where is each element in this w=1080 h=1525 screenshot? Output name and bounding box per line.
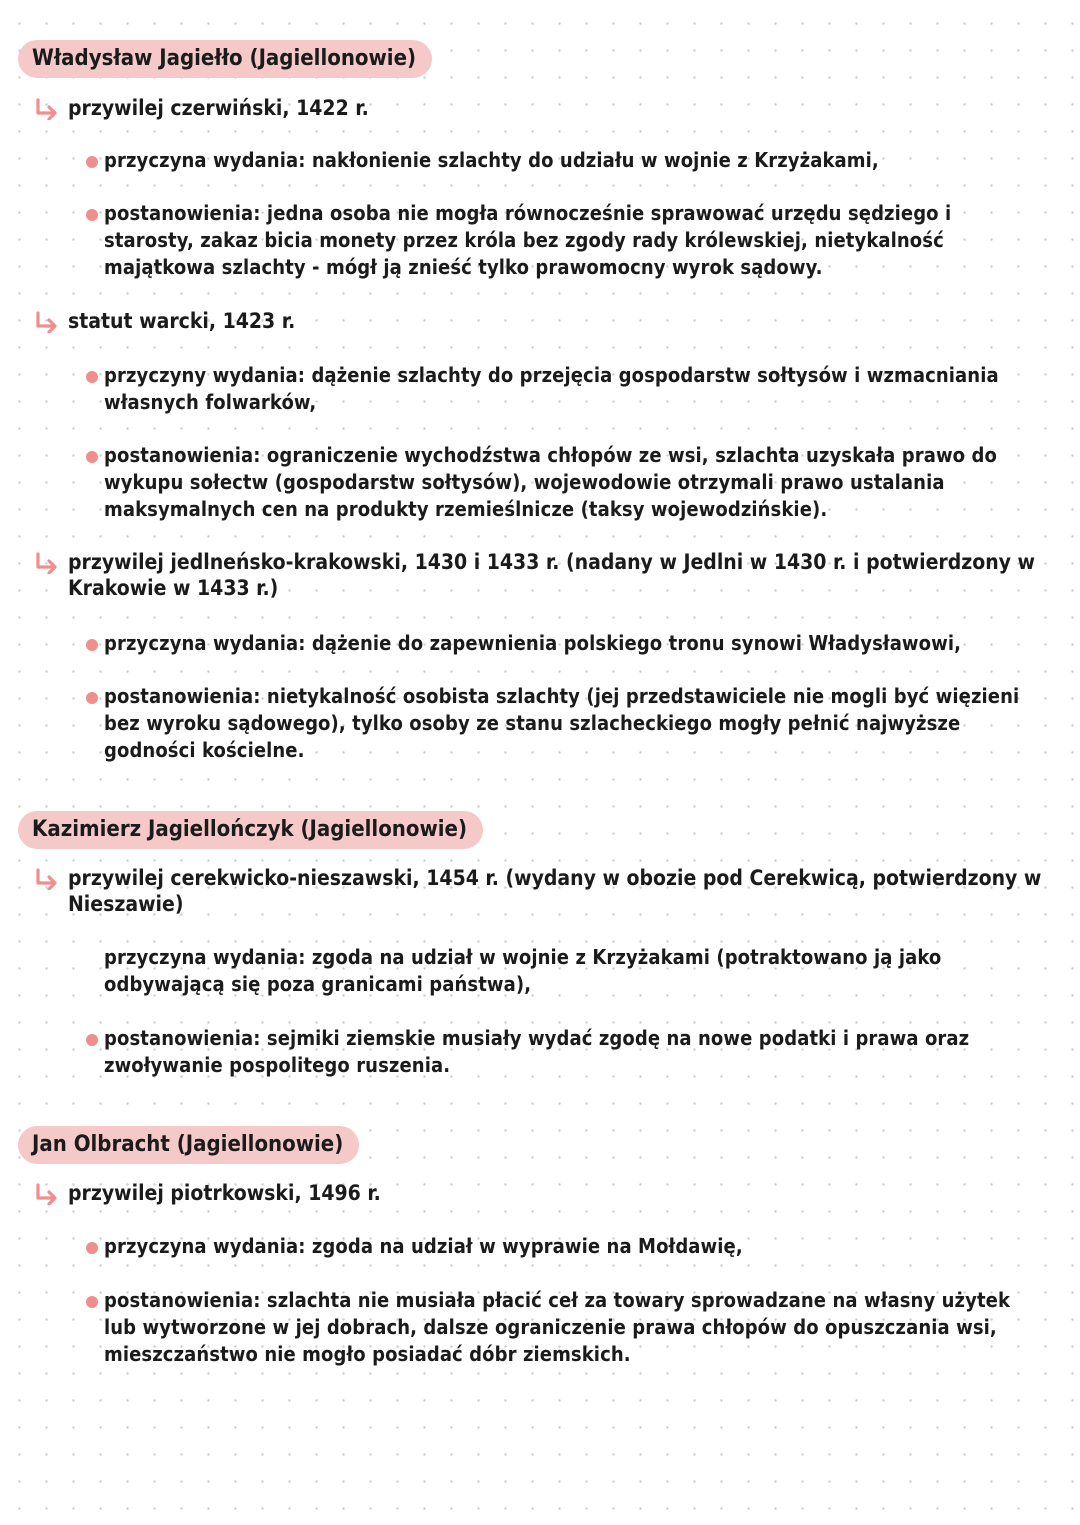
point-text: przyczyna wydania: nakłonienie szlachty do udziału w wojnie z Krzyżakami, <box>104 148 879 172</box>
point-text: przyczyna wydania: zgoda na udział w wyprawie na Mołdawię, <box>104 1234 743 1258</box>
point-przyczyna <box>86 944 1036 998</box>
section-heading-olbracht: Jan Olbracht (Jagiellonowie) <box>18 1126 359 1164</box>
bullet-dot-icon <box>86 1242 98 1254</box>
item-title: przywilej czerwiński, 1422 r. <box>68 96 369 120</box>
item-przywilej-piotrkowski <box>34 1180 1044 1206</box>
point-postanowienia <box>86 683 1036 764</box>
item-statut-warcki <box>34 308 1044 334</box>
point-postanowienia <box>86 442 1036 523</box>
arrow-right-curved-icon <box>34 98 60 120</box>
point-text: postanowienia: ograniczenie wychodźstwa chłopów ze wsi, szlachta uzyskała prawo do wykupu sołectw (gospodarstw sołtysów), wojewodowie otrzymali prawo ustalania maksymalnych cen na produkty rzemieślnicze (taksy wojewodzińskie). <box>104 443 997 521</box>
arrow-right-curved-icon <box>34 868 60 890</box>
arrow-right-curved-icon <box>34 552 60 574</box>
point-przyczyna <box>86 362 1036 416</box>
item-title: przywilej piotrkowski, 1496 r. <box>68 1181 381 1205</box>
point-text: postanowienia: jedna osoba nie mogła równocześnie sprawować urzędu sędziego i starosty, zakaz bicia monety przez króla bez zgody rady królewskiej, nietykalność majątkowa szlachty - mógł ją znieść tylko prawomocny wyrok sądowy. <box>104 201 952 279</box>
bullet-dot-icon <box>86 639 98 651</box>
bullet-dot-icon <box>86 1034 98 1046</box>
point-przyczyna <box>86 147 1036 174</box>
point-przyczyna <box>86 630 1036 657</box>
point-postanowienia <box>86 200 1036 281</box>
item-title: przywilej jedlneńsko-krakowski, 1430 i 1433 r. (nadany w Jedlni w 1430 r. i potwierdzony w Krakowie w 1433 r.) <box>68 550 1035 600</box>
section-heading-wladyslaw: Władysław Jagiełło (Jagiellonowie) <box>18 40 432 78</box>
point-text: postanowienia: nietykalność osobista szlachty (jej przedstawiciele nie mogli być więzieni bez wyroku sądowego), tylko osoby ze stanu szlacheckiego mogły pełnić najwyższe godności kościelne. <box>104 684 1020 762</box>
point-postanowienia <box>86 1025 1036 1079</box>
bullet-dot-icon <box>86 451 98 463</box>
point-przyczyna <box>86 1233 1036 1260</box>
point-text: przyczyna wydania: dążenie do zapewnienia polskiego tronu synowi Władysławowi, <box>104 631 962 655</box>
item-przywilej-jedlnensko-krakowski <box>34 549 1044 601</box>
bullet-dot-icon <box>86 371 98 383</box>
point-text: przyczyny wydania: dążenie szlachty do przejęcia gospodarstw sołtysów i wzmacniania własnych folwarków, <box>104 363 999 414</box>
bullet-dot-icon <box>86 209 98 221</box>
section-heading-kazimierz: Kazimierz Jagiellończyk (Jagiellonowie) <box>18 811 483 849</box>
arrow-right-curved-icon <box>34 311 60 333</box>
point-postanowienia <box>86 1287 1036 1368</box>
point-text: przyczyna wydania: zgoda na udział w wojnie z Krzyżakami (potraktowano ją jako odbywającą się poza granicami państwa), <box>104 945 942 996</box>
arrow-right-curved-icon <box>34 1183 60 1205</box>
point-text: postanowienia: szlachta nie musiała płacić ceł za towary sprowadzane na własny użytek lub wytworzone w jej dobrach, dalsze ograniczenie prawa chłopów do opuszczania wsi, mieszczaństwo nie mogło posiadać dóbr ziemskich. <box>104 1288 1011 1366</box>
item-przywilej-czerwinski <box>34 95 1044 121</box>
bullet-dot-icon <box>86 156 98 168</box>
item-title: statut warcki, 1423 r. <box>68 309 296 333</box>
bullet-dot-icon <box>86 1296 98 1308</box>
item-title: przywilej cerekwicko-nieszawski, 1454 r. (wydany w obozie pod Cerekwicą, potwierdzony w Nieszawie) <box>68 866 1042 916</box>
bullet-dot-icon <box>86 692 98 704</box>
item-przywilej-cerekwicko-nieszawski <box>34 865 1044 917</box>
point-text: postanowienia: sejmiki ziemskie musiały wydać zgodę na nowe podatki i prawa oraz zwoływanie pospolitego ruszenia. <box>104 1026 970 1077</box>
